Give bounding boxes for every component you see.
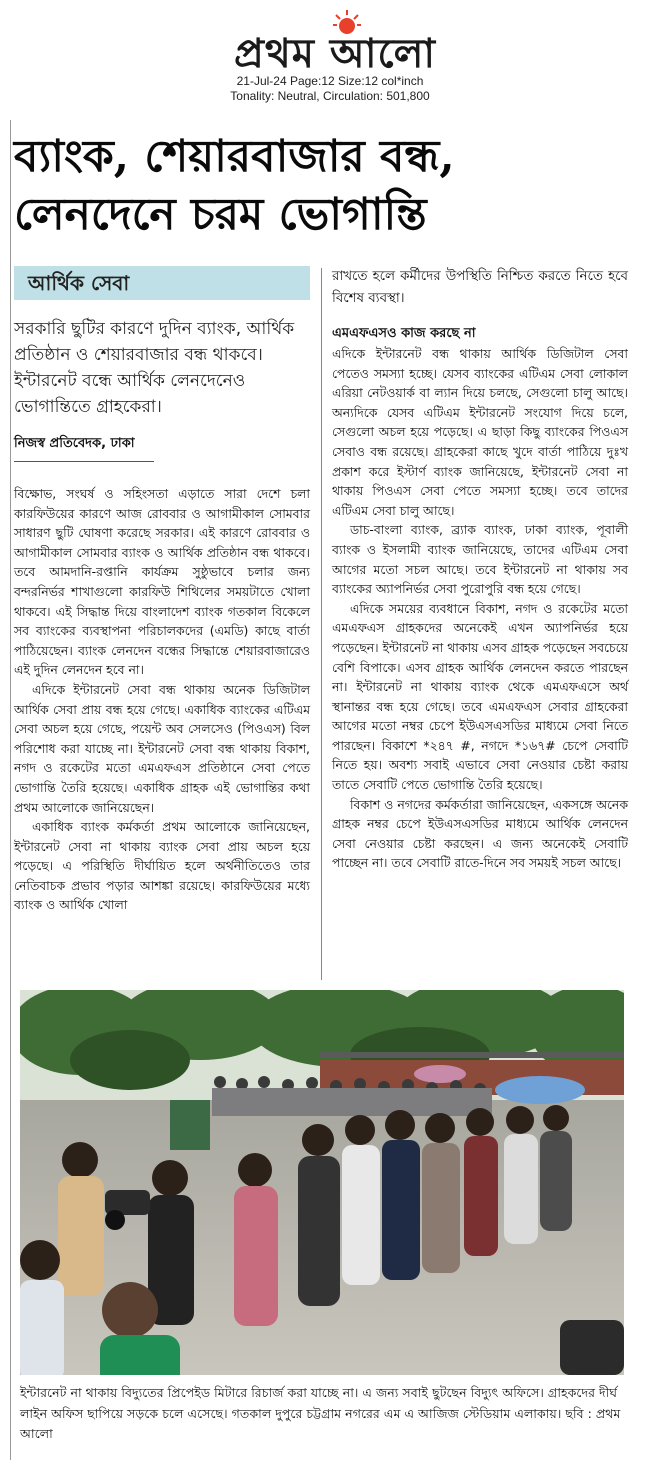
- headline-line-1: ব্যাংক, শেয়ারবাজার বন্ধ,: [14, 131, 455, 182]
- newspaper-logo: [190, 8, 480, 77]
- paragraph: বিক্ষোভ, সংঘর্ষ ও সহিংসতা এড়াতে সারা দেশে চলা কারফিউয়ের কারণে আজ রোববার ও আগামীকাল সোমবার সাধারণ ছুটি ঘোষণা করেছে সরকার। এই কারণে রোববার ও আগামীকাল সোমবার ব্যাংক ও আর্থিক প্রতিষ্ঠান বন্ধ থাকবে। তবে আমদানি-রপ্তানি কার্যক্রম সুষ্ঠুভাবে চলার জন্য বন্দরনির্ভর শাখাগুলো কারফিউ শিথিলের সময়টাতে খোলা থাকবে। এই সিদ্ধান্ত দিয়ে বাংলাদেশ ব্যাংক গতকাল বিকেলে সব ব্যাংকের ব্যবস্থাপনা পরিচালকদের (এমডি) কাছে বার্তা পাঠিয়েছেন। ব্যাংক লেনদেন বন্ধের সিদ্ধান্তে শেয়ারবাজারেও এই দুদিন লেনদেন হবে না।: [14, 486, 310, 678]
- paragraph: এদিকে সময়ের ব্যবধানে বিকাশ, নগদ ও রকেটের মতো এমএফএস গ্রাহকদের অনেকেই এখন অ্যাপনির্ভর হয়ে পড়েছেন। ইন্টারনেট না থাকায় এসব গ্রাহক পড়েছেন সবচেয়ে বেশি বিপাকে। এসব গ্রাহক আর্থিক লেনদেন করতে পারছেন না। ইন্টারনেট না থাকায় ব্যাংক থেকে এমএফএসে অর্থ স্থানান্তর বন্ধ হয়ে গেছে। তবে এমএফএস সেবার গ্রাহকেরা আগের মতো নম্বর চেপে ইউএসএসডির মাধ্যমে সেবা নিতে পারছেন। বিকাশে *২৪৭ #, নগদে *১৬৭# চেপে সেবাটি নিতে হয়। অবশ্য সবাই এভাবে সেবা নেওয়ার চেষ্টা করায় তাতে সেবাটি পেতে ভোগান্তি তৈরি হয়েছে।: [332, 600, 628, 793]
- left-body: [14, 484, 310, 915]
- right-column: [332, 266, 628, 873]
- paragraph: এদিকে ইন্টারনেট সেবা বন্ধ থাকায় অনেক ডিজিটাল আর্থিক সেবা প্রায় বন্ধ হয়ে গেছে। একাধিক ব্যাংকের এটিএম সেবা অচল হয়ে গেছে, পয়েন্ট অব সেলসেও (পিওএস) বিল পরিশোধ করা যাচ্ছে না। ইন্টারনেট সেবা বন্ধ থাকায় বিকাশ, নগদ ও রকেটের মতো এমএফএস প্রতিষ্ঠানে সেবা পেতে ভোগান্তি তৈরি হয়েছে। একাধিক গ্রাহক এই ভোগান্তির কথা প্রথম আলোকে জানিয়েছেন।: [14, 681, 310, 815]
- left-column: [14, 266, 310, 915]
- headline: [14, 128, 644, 244]
- paragraph: ডাচ-বাংলা ব্যাংক, ব্র্যাক ব্যাংক, ঢাকা ব্যাংক, পূবালী ব্যাংক ও ইসলামী ব্যাংক জানিয়েছে, তাদের এটিএম সেবা আগের মতো সচল আছে। তবে ইন্টারনেট না থাকায় সব ব্যাংকের অ্যাপনির্ভর সেবা পুরোপুরি বন্ধ হয়ে গেছে।: [332, 522, 628, 597]
- meta-line-2: Tonality: Neutral, Circulation: 501,800: [230, 89, 430, 103]
- byline: নিজস্ব প্রতিবেদক, ঢাকা: [14, 434, 154, 462]
- article-lede: সরকারি ছুটির কারণে দুদিন ব্যাংক, আর্থিক প্রতিষ্ঠান ও শেয়ারবাজার বন্ধ থাকবে। ইন্টারনেট বন্ধে আর্থিক লেনদেনেও ভোগান্তিতে গ্রাহকেরা।: [14, 319, 295, 417]
- column-divider: [321, 268, 322, 980]
- right-intro-body: [332, 266, 628, 310]
- headline-line-2: লেনদেনে চরম ভোগান্তি: [14, 189, 427, 240]
- logo-wordmark: প্রথম আলো: [233, 30, 437, 77]
- subheading: এমএফএসও কাজ করছে না: [332, 326, 476, 341]
- right-body: [332, 344, 628, 873]
- masthead: [0, 0, 666, 110]
- photo-caption: ইন্টারনেট না থাকায় বিদ্যুতের প্রিপেইড মিটারে রিচার্জ করা যাচ্ছে না। এ জন্য সবাই ছুটছেন বিদ্যুৎ অফিসে। গ্রাহকদের দীর্ঘ লাইন অফিস ছাপিয়ে সড়কে চলে এসেছে। গতকাল দুপুরে চট্টগ্রাম নগরের এম এ আজিজ স্টেডিয়াম এলাকায়। ছবি : প্রথম আলো: [20, 1385, 621, 1441]
- paragraph: রাখতে হলে কর্মীদের উপস্থিতি নিশ্চিত করতে নিতে হবে বিশেষ ব্যবস্থা।: [332, 269, 628, 306]
- paragraph: বিকাশ ও নগদের কর্মকর্তারা জানিয়েছেন, একসঙ্গে অনেক গ্রাহক নম্বর চেপে ইউএসএসডির মাধ্যমে আর্থিক লেনদেন সেবা নেওয়ার চেষ্টা করছেন। এ জন্য অনেকেই সেবাটি পাচ্ছেন না। তবে সেবাটি রাতে-দিনে সব সময়ই সচল আছে।: [332, 796, 628, 871]
- paragraph: একাধিক ব্যাংক কর্মকর্তা প্রথম আলোকে জানিয়েছেন, ইন্টারনেট সেবা না থাকায় ব্যাংক সেবা প্রায় অচল হয়ে পড়েছে। এ পরিস্থিতি দীর্ঘায়িত হলে অর্থনীতিতেও তার নেতিবাচক প্রভাব পড়ার আশঙ্কা রয়েছে। কারফিউয়ের মধ্যে ব্যাংক ও আর্থিক খোলা: [14, 819, 310, 913]
- paragraph: এদিকে ইন্টারনেট বন্ধ থাকায় আর্থিক ডিজিটাল সেবা পেতেও সমস্যা হচ্ছে। যেসব ব্যাংকের এটিএম সেবা লোকাল এরিয়া নেটওয়ার্ক বা ল্যান দিয়ে চলছে, সেগুলো চালু আছে। অন্যদিকে যেসব এটিএম ইন্টারনেট সংযোগ দিয়ে চলে, সেগুলো অচল হয়ে পড়েছে। এ ছাড়া কিছু ব্যাংকের পিওএস সেবাও বন্ধ রয়েছে। গ্রাহকেরা কাছে খুদে বার্তা পাঠিয়ে দুঃখ প্রকাশ করে ইস্টার্ণ ব্যাংক জানিয়েছে, ইন্টারনেট সেবা না থাকায় পিওএস সেবা পেতে সমস্যা হচ্ছে। তবে তাদের এটিএম সেবা চালু আছে।: [332, 346, 628, 518]
- crowd-photo-image: [20, 990, 624, 1375]
- clipping-meta: [180, 74, 480, 104]
- section-kicker: আর্থিক সেবা: [14, 266, 310, 300]
- meta-line-1: 21-Jul-24 Page:12 Size:12 col*inch: [236, 74, 424, 88]
- news-photo: [20, 990, 624, 1375]
